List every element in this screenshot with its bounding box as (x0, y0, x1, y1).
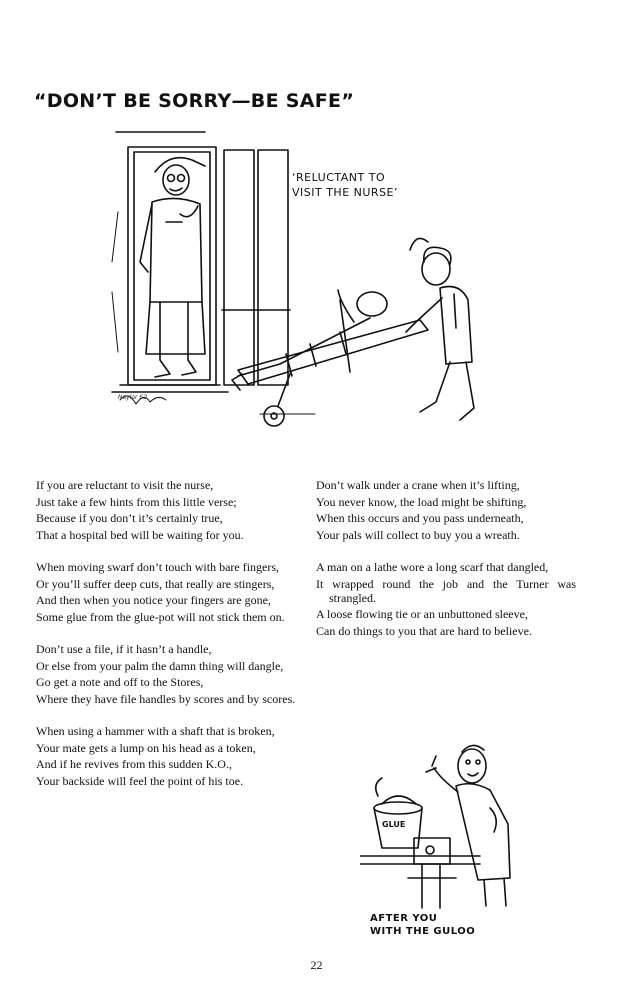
nurse-figure (140, 158, 205, 377)
stanza (36, 724, 298, 788)
poem-line: And then when you notice your fingers are gone, (36, 593, 271, 608)
workman-figure (426, 745, 510, 906)
page-title: “DON’T BE SORRY—BE SAFE” (34, 90, 355, 112)
poem-line: When using a hammer with a shaft that is broken, (36, 723, 275, 738)
poem-line: A man on a lathe wore a long scarf that dangled, (316, 559, 549, 574)
poem-line: Your mate gets a lump on his head as a token, (36, 740, 256, 755)
poem-line: You never know, the load might be shifting, (316, 494, 527, 509)
caption-line: VISIT THE NURSE’ (292, 186, 399, 199)
stanza (36, 642, 298, 706)
doorway-drawing (112, 132, 315, 414)
poem-line: Your backside will feel the point of his toe. (36, 773, 244, 788)
poem-line: Your pals will collect to buy you a wreath. (316, 527, 520, 542)
poem-line: Or else from your palm the damn thing will dangle, (36, 658, 284, 673)
poem-line: When moving swarf don’t touch with bare fingers, (36, 559, 280, 574)
stanza (36, 478, 298, 542)
poem-line: That a hospital bed will be waiting for you. (36, 527, 244, 542)
caption-line: ‘RELUCTANT TO (292, 171, 386, 184)
stanza (316, 560, 576, 638)
poem-line: And if he revives from this sudden K.O., (36, 757, 232, 772)
poem-line: If you are reluctant to visit the nurse, (36, 478, 214, 492)
poem-line: When this occurs and you pass underneath, (316, 511, 524, 526)
poem-left-column (36, 478, 298, 806)
bottom-cartoon-caption (370, 912, 475, 938)
poem-line: Or you’ll suffer deep cuts, that really are stingers, (36, 576, 275, 591)
artist-signature: Naylor 62 (118, 394, 148, 401)
stanza (36, 560, 298, 624)
caption-line: AFTER YOU (370, 913, 438, 924)
poem-line: A loose flowing tie or an unbuttoned sleeve, (316, 607, 528, 622)
poem-line: Because if you don’t it’s certainly true, (36, 511, 223, 526)
poem-line: Go get a note and off to the Stores, (36, 675, 204, 690)
poem-line: Where they have file handles by scores and by scores. (36, 691, 296, 706)
stanza (316, 478, 576, 542)
orderly-figure (406, 238, 474, 420)
poem-right-column (316, 478, 576, 656)
glue-pot-label: GLUE (382, 820, 406, 829)
poem-line: Don’t use a file, if it hasn’t a handle, (36, 641, 212, 656)
caption-line: WITH THE GULOO (370, 926, 476, 937)
top-cartoon-caption (292, 170, 398, 200)
workbench-vise-drawing (360, 838, 480, 908)
poem-line: Don’t walk under a crane when it’s lifting, (316, 478, 520, 492)
poem-line: It wrapped round the job and the Turner was strangled. (316, 576, 576, 605)
poem-line: Can do things to you that are hard to believe. (316, 623, 532, 638)
poem-line: Just take a few hints from this little verse; (36, 494, 237, 509)
page-number: 22 (310, 958, 323, 972)
poem-line: Some glue from the glue-pot will not stick them on. (36, 609, 285, 624)
